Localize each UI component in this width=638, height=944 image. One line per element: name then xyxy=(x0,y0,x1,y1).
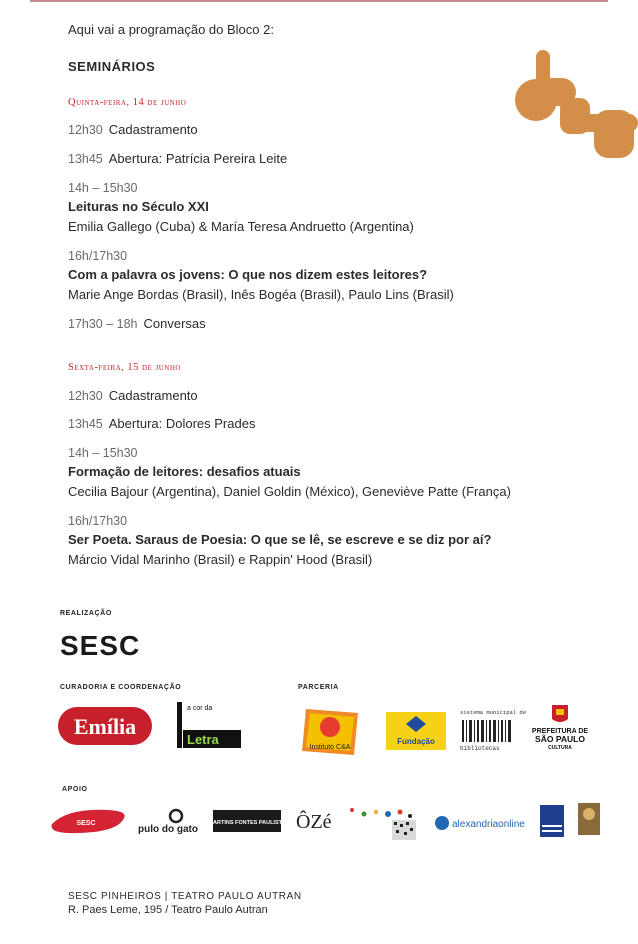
section-title: SEMINÁRIOS xyxy=(68,59,156,74)
prefeitura-line3: CULTURA xyxy=(548,745,572,751)
sesc-apoio-text: SESC xyxy=(76,820,96,827)
fundacao-text: Fundação xyxy=(397,737,435,746)
item-time: 17h30 – 18h xyxy=(68,317,138,331)
realizacao-label: REALIZAÇÃO xyxy=(60,610,112,617)
bibliotecas-top: sistema municipal de xyxy=(460,709,527,716)
item-time: 13h45 xyxy=(68,152,103,166)
day1-item-4-speakers: Marie Ange Bordas (Brasil), Inês Bogéa (Brasil), Paulo Lins (Brasil) xyxy=(68,287,454,302)
martins-fontes-logo xyxy=(208,810,286,832)
astro-logo xyxy=(578,803,600,835)
pulo-text: pulo do gato xyxy=(138,824,198,835)
day1-item-4-time: 16h/17h30 xyxy=(68,249,128,263)
venue-address: R. Paes Leme, 195 / Teatro Paulo Autran xyxy=(68,904,268,916)
bibliotecas-logo xyxy=(460,708,527,752)
day2-item-3-time: 14h – 15h30 xyxy=(68,446,138,460)
curadoria-label: CURADORIA E COORDENAÇÃO xyxy=(60,684,182,691)
item-time: 12h30 xyxy=(68,123,103,137)
venue-name: SESC PINHEIROS | TEATRO PAULO AUTRAN xyxy=(68,891,302,902)
day2-item-1 xyxy=(68,388,198,403)
item-text: Cadastramento xyxy=(108,388,198,403)
day2-item-3-title: Formação de leitores: desafios atuais xyxy=(68,464,301,479)
emilia-text: Emília xyxy=(73,714,137,739)
day1-item-5 xyxy=(68,316,206,331)
day2-item-3-speakers: Cecilia Bajour (Argentina), Daniel Goldin (México), Geneviève Patte (França) xyxy=(68,484,511,499)
day1-item-2 xyxy=(68,151,287,166)
cordaletra-bottom: Letra xyxy=(187,732,219,747)
dots-logo xyxy=(346,806,418,842)
item-time: 13h45 xyxy=(68,417,103,431)
instituto-ca-logo xyxy=(300,705,362,760)
item-text: Conversas xyxy=(143,316,206,331)
day1-item-1 xyxy=(68,122,198,137)
prefeitura-line2: SÃO PAULO xyxy=(535,734,585,744)
day2-title: Sexta-feira, 15 de junho xyxy=(68,362,181,373)
day1-item-3-time: 14h – 15h30 xyxy=(68,181,138,195)
instituto-text: Instituto C&A xyxy=(309,744,351,751)
sesc-logo: SESC xyxy=(60,630,141,661)
alexandria-text: alexandriaonline xyxy=(452,819,525,830)
oze-logo xyxy=(296,806,336,834)
item-text: Abertura: Patrícia Pereira Leite xyxy=(108,151,288,166)
top-divider xyxy=(30,0,608,2)
pulo-do-gato-logo xyxy=(136,808,198,836)
alexandria-logo xyxy=(434,813,526,833)
prefeitura-logo xyxy=(530,703,590,751)
day2-item-4-time: 16h/17h30 xyxy=(68,514,128,528)
day1-item-3-speakers: Emilia Gallego (Cuba) & María Teresa Andruetto (Argentina) xyxy=(68,219,414,234)
day2-item-4-speakers: Márcio Vidal Marinho (Brasil) e Rappin' Hood (Brasil) xyxy=(68,552,373,567)
event-logo-shape xyxy=(514,50,638,160)
parceria-label: PARCERIA xyxy=(298,684,339,691)
day2-item-2 xyxy=(68,416,255,431)
item-time: 12h30 xyxy=(68,389,103,403)
martins-text: MARTINS FONTES PAULISTA xyxy=(208,820,286,826)
day2-item-4-title: Ser Poeta. Saraus de Poesia: O que se lê, se escreve e se diz por aí? xyxy=(68,532,492,547)
museu-logo xyxy=(540,805,564,837)
intro-text: Aqui vai a programação do Bloco 2: xyxy=(68,22,274,37)
prefeitura-line1: PREFEITURA DE xyxy=(531,728,589,735)
cordaletra-top: a cor da xyxy=(187,705,213,712)
cordaletra-logo xyxy=(175,700,243,752)
day1-title: Quinta-feira, 14 de junho xyxy=(68,97,187,108)
oze-text: ÔZé xyxy=(296,811,332,833)
apoio-label: APOIO xyxy=(62,786,88,793)
emilia-logo xyxy=(58,705,152,747)
fundacao-logo xyxy=(386,712,446,750)
sesc-apoio-logo xyxy=(48,806,128,836)
day1-item-3-title: Leituras no Século XXI xyxy=(68,199,209,214)
day1-item-4-title: Com a palavra os jovens: O que nos dizem estes leitores? xyxy=(68,267,428,282)
item-text: Cadastramento xyxy=(108,122,198,137)
item-text: Abertura: Dolores Prades xyxy=(108,416,256,431)
bibliotecas-bottom: bibliotecas xyxy=(460,745,500,752)
